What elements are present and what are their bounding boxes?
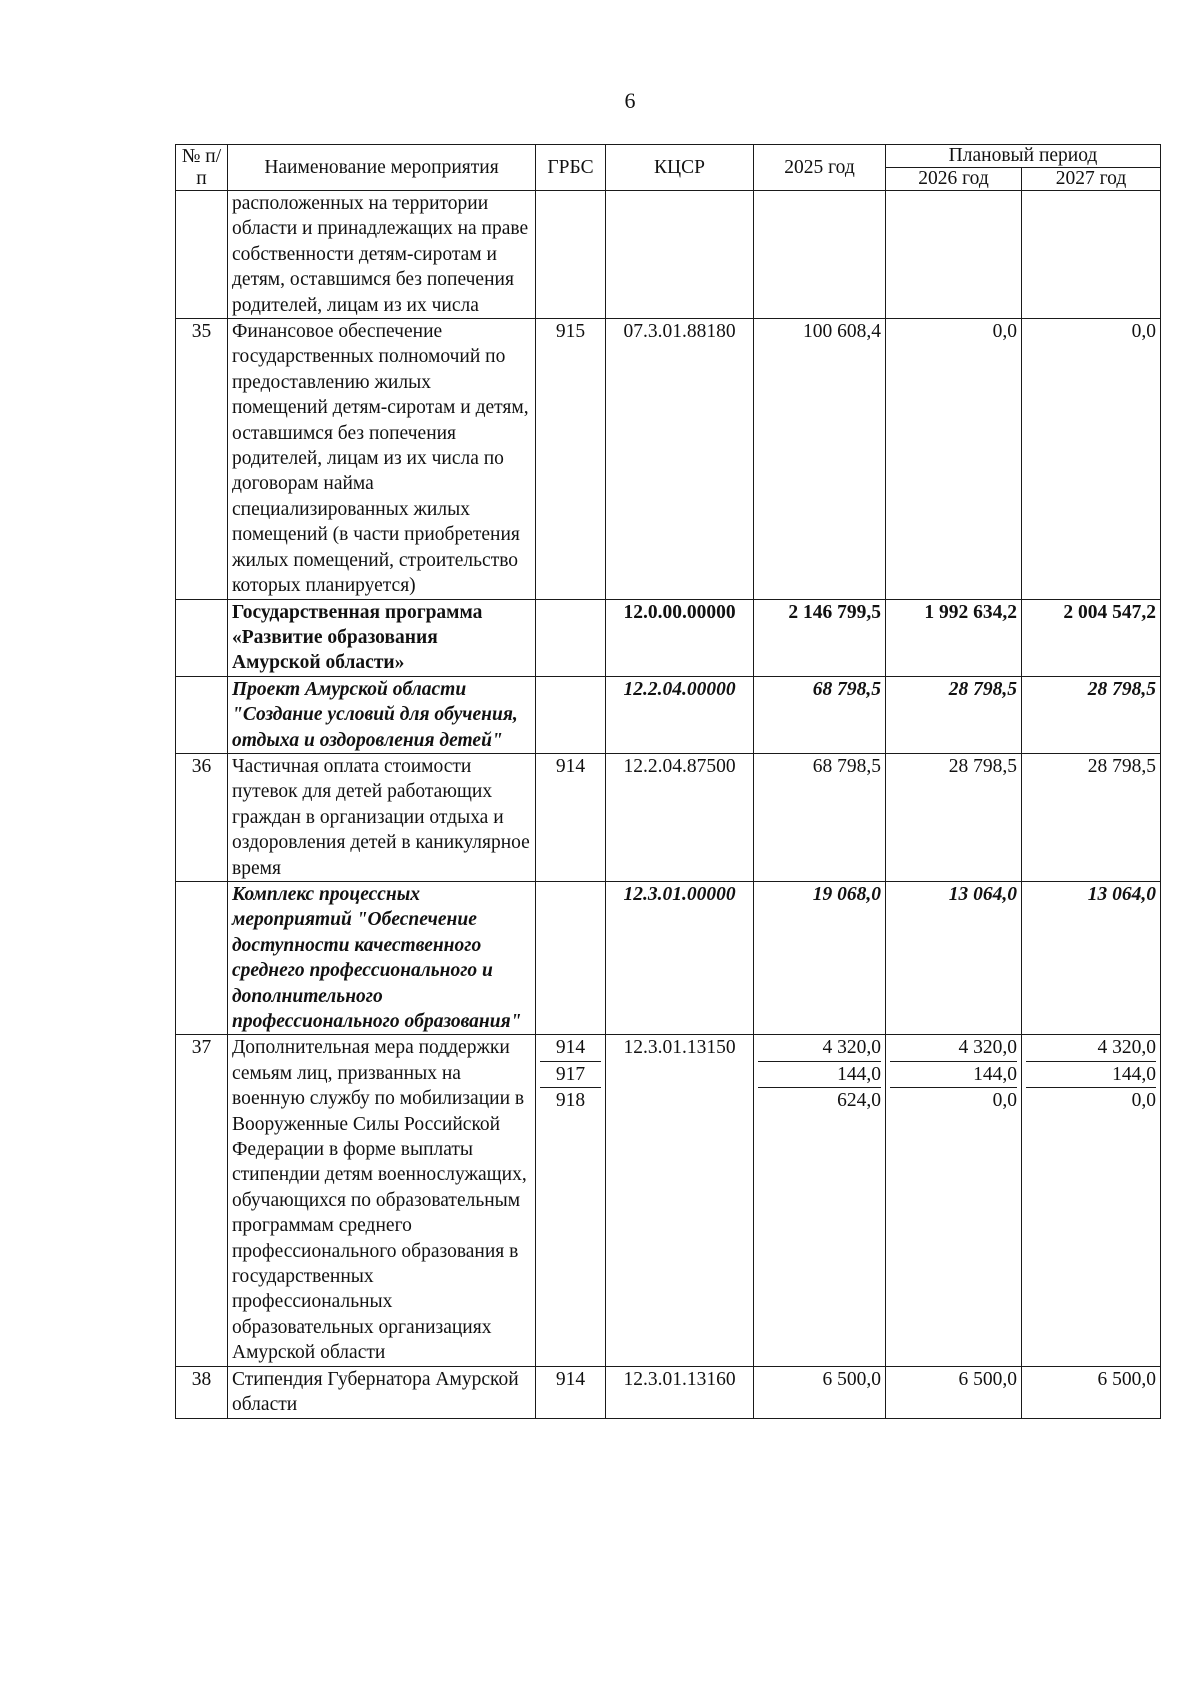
- header-num: № п/п: [176, 145, 228, 191]
- row-2025: 100 608,4: [754, 319, 886, 599]
- table-row: [176, 676, 1161, 753]
- table-row: [176, 319, 1161, 599]
- row-name: Частичная оплата стоимости путевок для детей работающих граждан в организации отдыха и оздоровления детей в каникулярное время: [228, 753, 536, 881]
- row-2025: 2 146 799,5: [754, 599, 886, 676]
- row-2025-multi: [754, 1035, 886, 1366]
- row-name: Проект Амурской области "Создание условий для обучения, отдыха и оздоровления детей": [228, 676, 536, 753]
- page-number: 6: [624, 88, 636, 113]
- row-2026: 28 798,5: [886, 753, 1022, 881]
- row-name: Финансовое обеспечение государственных полномочий по предоставлению жилых помещений детям-сиротам и детям, оставшимся без попечения родителей, лицам из их числа по договорам найма специализированных жилых помещений (в части приобретения жилых помещений, строительство которых планируется): [228, 319, 536, 599]
- row-2027: 13 064,0: [1022, 881, 1161, 1034]
- row-2026-multi: [886, 1035, 1022, 1366]
- grbs-value: 917: [540, 1061, 601, 1087]
- row-grbs: [536, 881, 606, 1034]
- row-2025: 68 798,5: [754, 676, 886, 753]
- row-grbs: 915: [536, 319, 606, 599]
- row-num: 38: [176, 1366, 228, 1418]
- row-num: 36: [176, 753, 228, 881]
- value-2026: 144,0: [890, 1061, 1017, 1087]
- row-kcsr: 12.3.01.00000: [606, 881, 754, 1034]
- row-num: [176, 599, 228, 676]
- row-grbs: [536, 599, 606, 676]
- header-kcsr: КЦСР: [606, 145, 754, 191]
- row-2027-multi: [1022, 1035, 1161, 1366]
- header-2027: 2027 год: [1022, 168, 1161, 191]
- row-kcsr: 12.2.04.87500: [606, 753, 754, 881]
- row-2026: [886, 191, 1022, 319]
- row-grbs-multi: [536, 1035, 606, 1366]
- row-name: расположенных на территории области и принадлежащих на праве собственности детям-сиротам и детям, оставшимся без попечения родителей, лицам из их числа: [228, 191, 536, 319]
- row-kcsr: 07.3.01.88180: [606, 319, 754, 599]
- budget-table: [175, 144, 1161, 1419]
- row-2027: 0,0: [1022, 319, 1161, 599]
- row-2027: 2 004 547,2: [1022, 599, 1161, 676]
- row-2026: 6 500,0: [886, 1366, 1022, 1418]
- row-2027: [1022, 191, 1161, 319]
- value-2026: 0,0: [890, 1087, 1017, 1113]
- row-num: 37: [176, 1035, 228, 1366]
- row-2027: 28 798,5: [1022, 753, 1161, 881]
- row-grbs: 914: [536, 753, 606, 881]
- row-num: [176, 191, 228, 319]
- row-kcsr: 12.3.01.13150: [606, 1035, 754, 1366]
- value-2025: 4 320,0: [822, 1037, 881, 1059]
- row-name: Государственная программа «Развитие образования Амурской области»: [228, 599, 536, 676]
- row-kcsr: 12.2.04.00000: [606, 676, 754, 753]
- row-2025: 19 068,0: [754, 881, 886, 1034]
- row-name: Дополнительная мера поддержки семьям лиц, призванных на военную службу по мобилизации в Вооруженные Силы Российской Федерации в форме выплаты стипендии детям военнослужащих, обучающихся по образовательным программам среднего профессионального образования в государственных профессиональных образовательных организациях Амурской области: [228, 1035, 536, 1366]
- header-name: Наименование мероприятия: [228, 145, 536, 191]
- row-grbs: [536, 191, 606, 319]
- row-2026: 1 992 634,2: [886, 599, 1022, 676]
- value-2027: 0,0: [1026, 1087, 1156, 1113]
- row-kcsr: 12.3.01.13160: [606, 1366, 754, 1418]
- row-name: Комплекс процессных мероприятий "Обеспечение доступности качественного среднего профессионального и дополнительного профессионального образования": [228, 881, 536, 1034]
- value-2025: 144,0: [758, 1061, 881, 1087]
- table-row: [176, 599, 1161, 676]
- row-num: 35: [176, 319, 228, 599]
- header-2026: 2026 год: [886, 168, 1022, 191]
- table-row: [176, 1366, 1161, 1418]
- header-grbs: ГРБС: [536, 145, 606, 191]
- row-2027: 28 798,5: [1022, 676, 1161, 753]
- row-2026: 28 798,5: [886, 676, 1022, 753]
- header-2025: 2025 год: [754, 145, 886, 191]
- row-2026: 0,0: [886, 319, 1022, 599]
- grbs-value: 918: [540, 1087, 601, 1113]
- row-num: [176, 881, 228, 1034]
- row-grbs: [536, 676, 606, 753]
- table-row: [176, 1035, 1161, 1366]
- row-2026: 13 064,0: [886, 881, 1022, 1034]
- grbs-value: 914: [555, 1037, 586, 1059]
- value-2027: 144,0: [1026, 1061, 1156, 1087]
- table-row: [176, 881, 1161, 1034]
- row-2025: 68 798,5: [754, 753, 886, 881]
- value-2026: 4 320,0: [958, 1037, 1017, 1059]
- row-kcsr: 12.0.00.00000: [606, 599, 754, 676]
- value-2027: 4 320,0: [1097, 1037, 1157, 1059]
- row-name: Стипендия Губернатора Амурской области: [228, 1366, 536, 1418]
- table-row: [176, 753, 1161, 881]
- value-2025: 624,0: [758, 1087, 881, 1113]
- row-2025: 6 500,0: [754, 1366, 886, 1418]
- row-kcsr: [606, 191, 754, 319]
- row-2027: 6 500,0: [1022, 1366, 1161, 1418]
- row-num: [176, 676, 228, 753]
- table-row: [176, 191, 1161, 319]
- header-planned-period: Плановый период: [886, 145, 1161, 168]
- row-grbs: 914: [536, 1366, 606, 1418]
- row-2025: [754, 191, 886, 319]
